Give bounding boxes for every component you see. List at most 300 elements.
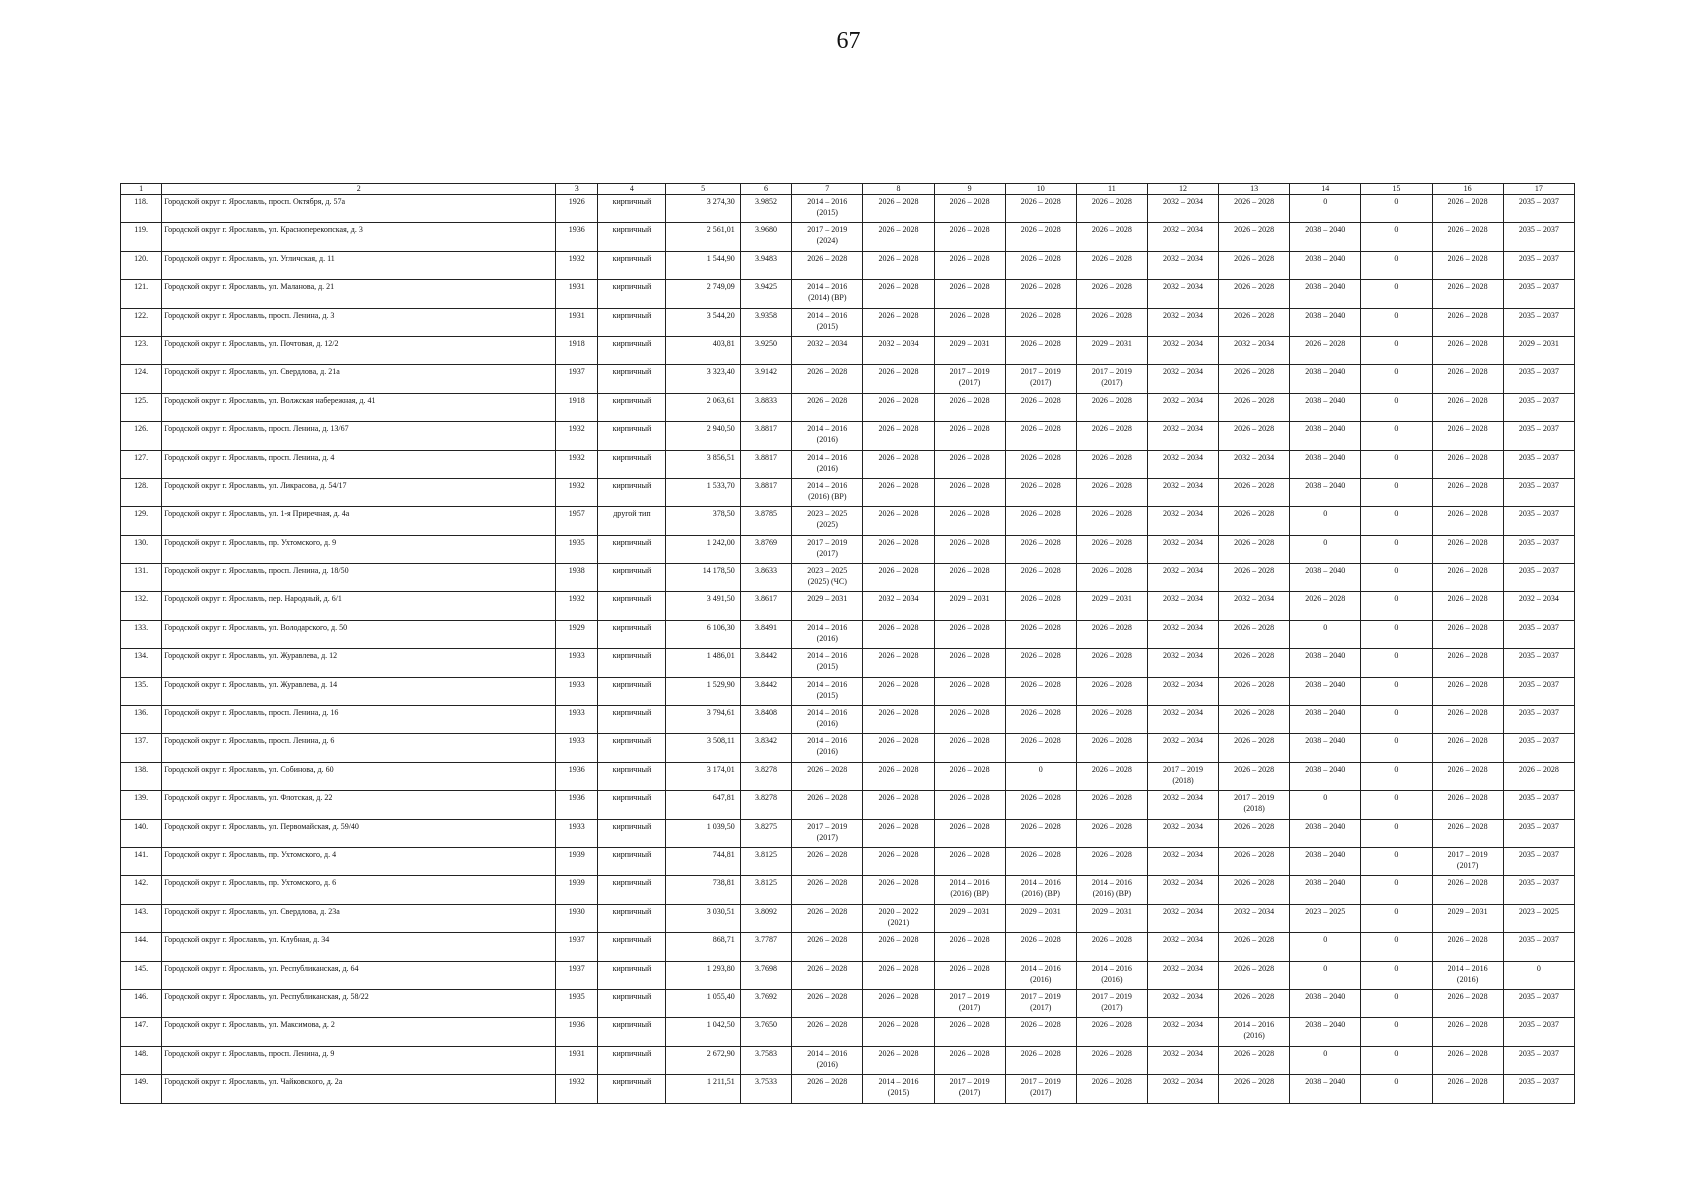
table-cell: 2026 – 2028 xyxy=(863,535,934,563)
table-cell: 2035 – 2037 xyxy=(1503,649,1574,677)
table-cell: 2017 – 2019 (2017) xyxy=(934,1075,1005,1103)
table-cell: 2026 – 2028 xyxy=(1219,933,1290,961)
table-cell: 2026 – 2028 xyxy=(1219,195,1290,223)
table-cell: 2017 – 2019 (2017) xyxy=(1005,365,1076,393)
table-cell: 126. xyxy=(121,422,162,450)
table-row xyxy=(121,876,1575,904)
table-cell: 3.8275 xyxy=(740,819,792,847)
table-cell: 0 xyxy=(1361,734,1432,762)
address-cell: Городской округ г. Ярославль, просп. Ленина, д. 16 xyxy=(162,706,556,734)
address-cell: Городской округ г. Ярославль, ул. Ликрасова, д. 54/17 xyxy=(162,478,556,506)
table-cell: 120. xyxy=(121,251,162,279)
table-cell: 2026 – 2028 xyxy=(1005,1046,1076,1074)
table-cell: 2017 – 2019 (2018) xyxy=(1219,791,1290,819)
table-cell: 0 xyxy=(1361,649,1432,677)
table-cell: 2026 – 2028 xyxy=(1432,393,1503,421)
table-cell: кирпичный xyxy=(598,706,666,734)
table-cell: 2026 – 2028 xyxy=(863,1018,934,1046)
table-cell: 2026 – 2028 xyxy=(934,961,1005,989)
table-cell: 147. xyxy=(121,1018,162,1046)
address-cell: Городской округ г. Ярославль, просп. Октября, д. 57а xyxy=(162,195,556,223)
table-cell: 2026 – 2028 xyxy=(1005,564,1076,592)
table-cell: 0 xyxy=(1361,592,1432,620)
table-cell: 2026 – 2028 xyxy=(1432,791,1503,819)
table-cell: 3.8817 xyxy=(740,450,792,478)
table-cell: 2014 – 2016 (2015) xyxy=(792,308,863,336)
table-cell: 1936 xyxy=(556,223,598,251)
table-cell: кирпичный xyxy=(598,847,666,875)
table-cell: 124. xyxy=(121,365,162,393)
column-header: 8 xyxy=(863,184,934,195)
table-cell: 3 544,20 xyxy=(666,308,740,336)
table-cell: 2032 – 2034 xyxy=(863,592,934,620)
table-cell: 2026 – 2028 xyxy=(1005,535,1076,563)
table-cell: 2017 – 2019 (2017) xyxy=(934,365,1005,393)
table-cell: 2026 – 2028 xyxy=(1005,933,1076,961)
table-row xyxy=(121,393,1575,421)
table-cell: 2026 – 2028 xyxy=(934,251,1005,279)
table-cell: 3.8278 xyxy=(740,791,792,819)
table-cell: 0 xyxy=(1361,195,1432,223)
table-cell: 2026 – 2028 xyxy=(1005,649,1076,677)
table-cell: 2035 – 2037 xyxy=(1503,989,1574,1017)
table-cell: 2026 – 2028 xyxy=(792,791,863,819)
table-cell: 2026 – 2028 xyxy=(792,393,863,421)
table-cell: 2032 – 2034 xyxy=(1147,1018,1218,1046)
table-cell: 0 xyxy=(1290,620,1361,648)
table-cell: 3.7787 xyxy=(740,933,792,961)
table-cell: кирпичный xyxy=(598,280,666,308)
table-cell: 2026 – 2028 xyxy=(1076,195,1147,223)
table-cell: 2026 – 2028 xyxy=(1219,876,1290,904)
table-cell: 140. xyxy=(121,819,162,847)
table-cell: 2026 – 2028 xyxy=(792,762,863,790)
table-cell: 2017 – 2019 (2017) xyxy=(1005,989,1076,1017)
table-cell: 2026 – 2028 xyxy=(1076,1046,1147,1074)
table-cell: 2014 – 2016 (2016) (ВР) xyxy=(1076,876,1147,904)
table-cell: 2035 – 2037 xyxy=(1503,876,1574,904)
table-cell: 2026 – 2028 xyxy=(1005,450,1076,478)
table-cell: 2026 – 2028 xyxy=(934,308,1005,336)
table-cell: 0 xyxy=(1361,762,1432,790)
table-cell: кирпичный xyxy=(598,762,666,790)
table-cell: 0 xyxy=(1361,989,1432,1017)
table-cell: 2032 – 2034 xyxy=(1147,195,1218,223)
table-cell: 2026 – 2028 xyxy=(1005,620,1076,648)
table-cell: 2026 – 2028 xyxy=(863,564,934,592)
table-cell: 1937 xyxy=(556,365,598,393)
table-cell: 2017 – 2019 (2017) xyxy=(1076,989,1147,1017)
table-cell: кирпичный xyxy=(598,620,666,648)
address-cell: Городской округ г. Ярославль, просп. Ленина, д. 4 xyxy=(162,450,556,478)
table-cell: кирпичный xyxy=(598,649,666,677)
table-cell: 129. xyxy=(121,507,162,535)
table-cell: 2026 – 2028 xyxy=(1005,507,1076,535)
table-cell: 3 323,40 xyxy=(666,365,740,393)
table-cell: 2038 – 2040 xyxy=(1290,734,1361,762)
address-cell: Городской округ г. Ярославль, пр. Ухтомского, д. 9 xyxy=(162,535,556,563)
table-cell: 3.9680 xyxy=(740,223,792,251)
table-cell: 0 xyxy=(1290,933,1361,961)
table-cell: 2026 – 2028 xyxy=(1432,734,1503,762)
table-cell: 2026 – 2028 xyxy=(934,819,1005,847)
table-cell: 2026 – 2028 xyxy=(1219,564,1290,592)
table-cell: 2023 – 2025 (2025) xyxy=(792,507,863,535)
table-cell: 2026 – 2028 xyxy=(1219,649,1290,677)
table-cell: 2017 – 2019 (2017) xyxy=(1005,1075,1076,1103)
table-cell: 2032 – 2034 xyxy=(1147,365,1218,393)
table-cell: 2026 – 2028 xyxy=(1503,762,1574,790)
table-cell: другой тип xyxy=(598,507,666,535)
address-cell: Городской округ г. Ярославль, пр. Ухтомского, д. 4 xyxy=(162,847,556,875)
table-cell: 0 xyxy=(1361,1046,1432,1074)
address-cell: Городской округ г. Ярославль, просп. Ленина, д. 18/50 xyxy=(162,564,556,592)
table-cell: 2035 – 2037 xyxy=(1503,422,1574,450)
table-cell: кирпичный xyxy=(598,365,666,393)
table-cell: 2026 – 2028 xyxy=(1432,365,1503,393)
table-cell: 2014 – 2016 (2016) xyxy=(1005,961,1076,989)
table-cell: кирпичный xyxy=(598,393,666,421)
address-cell: Городской округ г. Ярославль, ул. Республиканская, д. 58/22 xyxy=(162,989,556,1017)
table-cell: 131. xyxy=(121,564,162,592)
table-cell: 1932 xyxy=(556,450,598,478)
column-header: 7 xyxy=(792,184,863,195)
table-cell: 2014 – 2016 (2016) xyxy=(792,620,863,648)
table-cell: 136. xyxy=(121,706,162,734)
table-cell: 1932 xyxy=(556,1075,598,1103)
table-cell: 0 xyxy=(1361,876,1432,904)
table-row xyxy=(121,308,1575,336)
column-header: 14 xyxy=(1290,184,1361,195)
table-cell: 2026 – 2028 xyxy=(863,989,934,1017)
table-cell: 2026 – 2028 xyxy=(1432,933,1503,961)
table-cell: кирпичный xyxy=(598,564,666,592)
table-cell: 2026 – 2028 xyxy=(1076,847,1147,875)
table-cell: 2038 – 2040 xyxy=(1290,251,1361,279)
table-cell: 0 xyxy=(1361,535,1432,563)
table-cell: 1931 xyxy=(556,1046,598,1074)
table-cell: 2032 – 2034 xyxy=(1147,791,1218,819)
address-cell: Городской округ г. Ярославль, ул. Максимова, д. 2 xyxy=(162,1018,556,1046)
table-cell: 2017 – 2019 (2017) xyxy=(934,989,1005,1017)
table-cell: кирпичный xyxy=(598,876,666,904)
table-cell: 2026 – 2028 xyxy=(1005,251,1076,279)
table-row xyxy=(121,933,1575,961)
table-cell: кирпичный xyxy=(598,251,666,279)
table-cell: кирпичный xyxy=(598,195,666,223)
table-cell: 2026 – 2028 xyxy=(1290,592,1361,620)
table-cell: 2026 – 2028 xyxy=(1005,734,1076,762)
table-cell: 2026 – 2028 xyxy=(1432,507,1503,535)
table-cell: 0 xyxy=(1361,933,1432,961)
table-row xyxy=(121,535,1575,563)
table-cell: 2017 – 2019 (2017) xyxy=(1432,847,1503,875)
address-cell: Городской округ г. Ярославль, ул. Журавлева, д. 12 xyxy=(162,649,556,677)
table-cell: 2 672,90 xyxy=(666,1046,740,1074)
table-cell: кирпичный xyxy=(598,223,666,251)
table-cell: 2026 – 2028 xyxy=(1076,933,1147,961)
table-cell: 2035 – 2037 xyxy=(1503,535,1574,563)
table-row xyxy=(121,280,1575,308)
table-cell: 2038 – 2040 xyxy=(1290,450,1361,478)
table-cell: 0 xyxy=(1361,251,1432,279)
table-cell: 118. xyxy=(121,195,162,223)
table-cell: 1931 xyxy=(556,308,598,336)
table-cell: 2026 – 2028 xyxy=(792,933,863,961)
address-cell: Городской округ г. Ярославль, ул. Свердлова, д. 21а xyxy=(162,365,556,393)
table-cell: 2026 – 2028 xyxy=(792,904,863,932)
address-cell: Городской округ г. Ярославль, ул. Угличская, д. 11 xyxy=(162,251,556,279)
table-cell: 2032 – 2034 xyxy=(1147,876,1218,904)
table-row xyxy=(121,706,1575,734)
table-cell: 1918 xyxy=(556,393,598,421)
table-cell: 3.7650 xyxy=(740,1018,792,1046)
table-cell: 0 xyxy=(1361,791,1432,819)
table-cell: 1933 xyxy=(556,706,598,734)
table-cell: 0 xyxy=(1290,507,1361,535)
address-cell: Городской округ г. Ярославль, ул. Свердлова, д. 23а xyxy=(162,904,556,932)
table-cell: 2026 – 2028 xyxy=(1219,308,1290,336)
table-cell: 1918 xyxy=(556,336,598,364)
column-header: 13 xyxy=(1219,184,1290,195)
table-cell: 0 xyxy=(1361,223,1432,251)
table-cell: 2035 – 2037 xyxy=(1503,791,1574,819)
column-header: 5 xyxy=(666,184,740,195)
table-cell: 647,81 xyxy=(666,791,740,819)
data-table xyxy=(120,183,1575,1104)
table-cell: кирпичный xyxy=(598,1018,666,1046)
table-cell: 2026 – 2028 xyxy=(1219,819,1290,847)
table-cell: 2026 – 2028 xyxy=(1432,620,1503,648)
column-header: 2 xyxy=(162,184,556,195)
table-cell: 2032 – 2034 xyxy=(1147,706,1218,734)
table-cell: 3.8408 xyxy=(740,706,792,734)
table-row xyxy=(121,847,1575,875)
table-cell: 2017 – 2019 (2017) xyxy=(792,819,863,847)
table-cell: 128. xyxy=(121,478,162,506)
table-cell: 3.7692 xyxy=(740,989,792,1017)
table-cell: 3.8125 xyxy=(740,847,792,875)
table-cell: 2023 – 2025 xyxy=(1290,904,1361,932)
table-cell: 2035 – 2037 xyxy=(1503,1046,1574,1074)
table-cell: 2026 – 2028 xyxy=(1219,507,1290,535)
table-cell: 2026 – 2028 xyxy=(1432,280,1503,308)
table-cell: 2026 – 2028 xyxy=(934,620,1005,648)
table-cell: 1932 xyxy=(556,251,598,279)
table-cell: 3.7583 xyxy=(740,1046,792,1074)
table-cell: кирпичный xyxy=(598,677,666,705)
table-cell: 2038 – 2040 xyxy=(1290,422,1361,450)
table-cell: 2026 – 2028 xyxy=(863,280,934,308)
table-cell: 3.9425 xyxy=(740,280,792,308)
table-cell: 2026 – 2028 xyxy=(1005,706,1076,734)
table-cell: 0 xyxy=(1361,677,1432,705)
table-cell: 2026 – 2028 xyxy=(1219,280,1290,308)
table-cell: 2029 – 2031 xyxy=(934,592,1005,620)
table-cell: 125. xyxy=(121,393,162,421)
table-row xyxy=(121,734,1575,762)
table-cell: кирпичный xyxy=(598,933,666,961)
table-cell: 2026 – 2028 xyxy=(863,649,934,677)
table-cell: 3.8633 xyxy=(740,564,792,592)
table-cell: 2026 – 2028 xyxy=(863,478,934,506)
table-cell: 2026 – 2028 xyxy=(1076,450,1147,478)
table-cell: 2 063,61 xyxy=(666,393,740,421)
address-cell: Городской округ г. Ярославль, пр. Ухтомского, д. 6 xyxy=(162,876,556,904)
table-cell: 2026 – 2028 xyxy=(934,280,1005,308)
table-cell: 2026 – 2028 xyxy=(863,1046,934,1074)
table-cell: 2035 – 2037 xyxy=(1503,365,1574,393)
table-cell: 2038 – 2040 xyxy=(1290,677,1361,705)
table-cell: 3.8092 xyxy=(740,904,792,932)
table-cell: 378,50 xyxy=(666,507,740,535)
table-cell: 2026 – 2028 xyxy=(1076,762,1147,790)
table-cell: 0 xyxy=(1361,961,1432,989)
table-cell: 2035 – 2037 xyxy=(1503,819,1574,847)
table-cell: 2017 – 2019 (2024) xyxy=(792,223,863,251)
table-cell: 2014 – 2016 (2016) xyxy=(1432,961,1503,989)
table-cell: 2026 – 2028 xyxy=(792,1075,863,1103)
table-cell: кирпичный xyxy=(598,450,666,478)
table-cell: 2026 – 2028 xyxy=(1432,195,1503,223)
table-cell: 0 xyxy=(1361,478,1432,506)
table-cell: 2026 – 2028 xyxy=(934,677,1005,705)
table-cell: 2026 – 2028 xyxy=(934,649,1005,677)
table-cell: 2032 – 2034 xyxy=(1219,904,1290,932)
address-cell: Городской округ г. Ярославль, ул. Журавлева, д. 14 xyxy=(162,677,556,705)
table-cell: 2014 – 2016 (2014) (ВР) xyxy=(792,280,863,308)
table-cell: 0 xyxy=(1361,819,1432,847)
table-cell: 2026 – 2028 xyxy=(1219,393,1290,421)
address-cell: Городской округ г. Ярославль, ул. Володарского, д. 50 xyxy=(162,620,556,648)
table-cell: 1931 xyxy=(556,280,598,308)
table-cell: 2038 – 2040 xyxy=(1290,478,1361,506)
table-cell: 2023 – 2025 xyxy=(1503,904,1574,932)
table-cell: 2026 – 2028 xyxy=(863,251,934,279)
table-cell: 3.9358 xyxy=(740,308,792,336)
table-cell: 868,71 xyxy=(666,933,740,961)
table-row xyxy=(121,904,1575,932)
table-cell: 133. xyxy=(121,620,162,648)
table-cell: 2029 – 2031 xyxy=(1005,904,1076,932)
table-cell: 2026 – 2028 xyxy=(1076,734,1147,762)
table-cell: кирпичный xyxy=(598,336,666,364)
table-row xyxy=(121,961,1575,989)
table-row xyxy=(121,564,1575,592)
table-cell: 2026 – 2028 xyxy=(1219,620,1290,648)
table-cell: 2032 – 2034 xyxy=(1147,223,1218,251)
table-cell: 1 544,90 xyxy=(666,251,740,279)
table-cell: 2023 – 2025 (2025) (ЧС) xyxy=(792,564,863,592)
table-cell: 2026 – 2028 xyxy=(863,393,934,421)
table-cell: 6 106,30 xyxy=(666,620,740,648)
table-cell: 1935 xyxy=(556,535,598,563)
table-cell: 2026 – 2028 xyxy=(1432,450,1503,478)
table-row xyxy=(121,1018,1575,1046)
table-cell: 0 xyxy=(1361,308,1432,336)
table-cell: 2026 – 2028 xyxy=(934,195,1005,223)
table-row xyxy=(121,507,1575,535)
table-cell: кирпичный xyxy=(598,791,666,819)
table-cell: 2032 – 2034 xyxy=(1147,535,1218,563)
table-cell: 2026 – 2028 xyxy=(1076,620,1147,648)
table-cell: 0 xyxy=(1361,365,1432,393)
table-cell: 2038 – 2040 xyxy=(1290,989,1361,1017)
table-cell: 2029 – 2031 xyxy=(1432,904,1503,932)
table-cell: 0 xyxy=(1005,762,1076,790)
table-cell: 0 xyxy=(1361,620,1432,648)
table-cell: 2026 – 2028 xyxy=(792,961,863,989)
table-cell: 1 042,50 xyxy=(666,1018,740,1046)
table-cell: 2026 – 2028 xyxy=(863,933,934,961)
table-cell: 121. xyxy=(121,280,162,308)
table-cell: 0 xyxy=(1290,535,1361,563)
table-cell: 2014 – 2016 (2016) xyxy=(792,422,863,450)
table-cell: кирпичный xyxy=(598,592,666,620)
table-cell: 2035 – 2037 xyxy=(1503,450,1574,478)
table-cell: кирпичный xyxy=(598,734,666,762)
table-cell: 1930 xyxy=(556,904,598,932)
table-cell: 130. xyxy=(121,535,162,563)
table-cell: 2026 – 2028 xyxy=(1005,336,1076,364)
table-cell: 2026 – 2028 xyxy=(863,422,934,450)
table-cell: 2026 – 2028 xyxy=(863,847,934,875)
table-cell: 14 178,50 xyxy=(666,564,740,592)
table-cell: 2026 – 2028 xyxy=(863,450,934,478)
table-cell: 2026 – 2028 xyxy=(1432,1046,1503,1074)
table-cell: кирпичный xyxy=(598,819,666,847)
page-number: 67 xyxy=(836,28,861,54)
table-cell: 1 055,40 xyxy=(666,989,740,1017)
table-cell: 2035 – 2037 xyxy=(1503,734,1574,762)
table-cell: 403,81 xyxy=(666,336,740,364)
table-cell: 1932 xyxy=(556,592,598,620)
table-cell: 1 293,80 xyxy=(666,961,740,989)
table-cell: 3.9250 xyxy=(740,336,792,364)
table-cell: 119. xyxy=(121,223,162,251)
table-cell: 2014 – 2016 (2015) xyxy=(863,1075,934,1103)
table-cell: 2026 – 2028 xyxy=(1219,365,1290,393)
column-header: 11 xyxy=(1076,184,1147,195)
table-cell: 2035 – 2037 xyxy=(1503,308,1574,336)
table-cell: 2026 – 2028 xyxy=(1005,195,1076,223)
table-cell: 2026 – 2028 xyxy=(1076,819,1147,847)
table-row xyxy=(121,336,1575,364)
table-cell: 2014 – 2016 (2016) (ВР) xyxy=(792,478,863,506)
table-cell: 744,81 xyxy=(666,847,740,875)
table-cell: 2026 – 2028 xyxy=(1005,280,1076,308)
table-cell: 2032 – 2034 xyxy=(863,336,934,364)
table-cell: 2014 – 2016 (2016) xyxy=(792,1046,863,1074)
table-row xyxy=(121,251,1575,279)
column-header: 10 xyxy=(1005,184,1076,195)
table-cell: 2026 – 2028 xyxy=(1219,762,1290,790)
table-cell: 3.8125 xyxy=(740,876,792,904)
table-cell: 2029 – 2031 xyxy=(934,336,1005,364)
table-cell: 2026 – 2028 xyxy=(1432,1018,1503,1046)
table-row xyxy=(121,592,1575,620)
table-cell: 2026 – 2028 xyxy=(1219,478,1290,506)
table-cell: 142. xyxy=(121,876,162,904)
table-cell: 2032 – 2034 xyxy=(1147,1046,1218,1074)
table-cell: 2026 – 2028 xyxy=(1432,308,1503,336)
table-cell: 1936 xyxy=(556,762,598,790)
table-cell: 0 xyxy=(1361,336,1432,364)
table-cell: 0 xyxy=(1361,1075,1432,1103)
address-cell: Городской округ г. Ярославль, ул. Республиканская, д. 64 xyxy=(162,961,556,989)
table-cell: кирпичный xyxy=(598,1075,666,1103)
table-cell: 2038 – 2040 xyxy=(1290,365,1361,393)
